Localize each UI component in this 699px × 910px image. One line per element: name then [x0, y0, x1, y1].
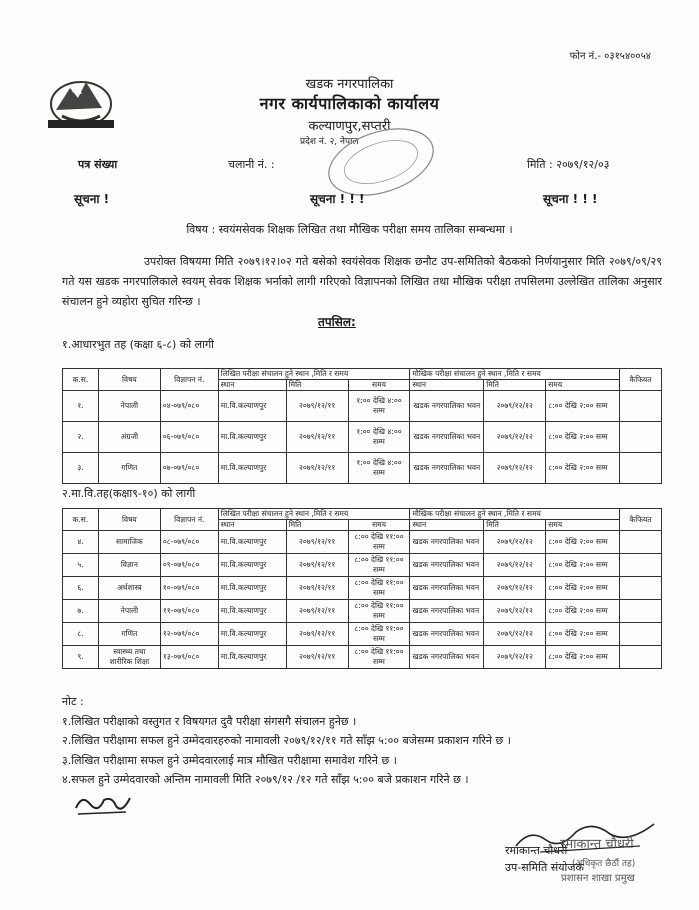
cell-written-date: २०७९/१२/११ — [286, 531, 348, 554]
cell-written-place: मा.वि.कल्याणपुर — [218, 623, 286, 646]
cell-sn: ८. — [63, 623, 99, 646]
cell-written-time: ८:०० देखि ११:०० सम्म — [348, 577, 410, 600]
header-date: मिति — [286, 520, 348, 531]
letter-date: मिति : २०७९/१२/०३ — [527, 158, 610, 171]
office-place: कल्याणपुर,सप्तरी — [308, 119, 391, 134]
header-date: मिति — [484, 380, 546, 391]
cell-oral-date: २०७९/१२/१२ — [484, 391, 546, 422]
header-time: समय — [546, 380, 620, 391]
header-oral-group: मौखिक परीक्षा संचालन हुने स्थान ,मिति र समय — [410, 509, 620, 520]
cell-written-place: मा.वि.कल्याणपुर — [218, 531, 286, 554]
cell-written-time: १:०० देखि ४:०० सम्म — [348, 453, 410, 484]
cell-sn: ९. — [63, 646, 99, 669]
cell-sn: ३. — [63, 453, 99, 484]
cell-subject: सामाजिक — [98, 531, 160, 554]
table-row — [63, 453, 662, 484]
chalani-number-label: चलानी नं. : — [228, 158, 275, 171]
office-title: नगर कार्यपालिकाको कार्यालय — [259, 94, 440, 113]
notice-heading: सूचना ! — [74, 192, 110, 206]
basic-level-schedule-table — [62, 368, 662, 484]
cell-oral-place: खडक नगरपालिका भवन — [410, 422, 484, 453]
cell-written-place: मा.वि.कल्याणपुर — [218, 577, 286, 600]
notice-heading: सूचना ! ! ! — [543, 192, 598, 206]
cell-oral-date: २०७९/१२/१२ — [484, 577, 546, 600]
cell-written-place: मा.वि.कल्याणपुर — [218, 554, 286, 577]
cell-oral-time: ८:०० देखि २:०० सम्म — [546, 453, 620, 484]
header-remarks: कैफियत — [620, 369, 662, 391]
note-item: १.लिखित परीक्षाको वस्तुगत र विषयगत दुवै परीक्षा संगसगै संचालन हुनेछ । — [62, 714, 357, 728]
cell-written-time: ८:०० देखि ११:०० सम्म — [348, 554, 410, 577]
cell-written-date: २०७९/१२/११ — [286, 646, 348, 669]
cell-ad-no: १२-०७९/०८० — [160, 623, 218, 646]
notes-title: नोट : — [62, 695, 84, 708]
cell-subject: गणित — [98, 623, 160, 646]
cell-remarks — [620, 422, 662, 453]
cell-oral-date: २०७९/१२/१२ — [484, 600, 546, 623]
header-ad-no: विज्ञापन नं. — [160, 369, 218, 391]
cell-ad-no: ०४-०७९/०८० — [160, 391, 218, 422]
handwritten-initial-signature — [72, 788, 134, 818]
cell-oral-place: खडक नगरपालिका भवन — [410, 623, 484, 646]
cell-written-time: ८:०० देखि ११:०० सम्म — [348, 600, 410, 623]
cell-remarks — [620, 600, 662, 623]
cell-oral-date: २०७९/१२/१२ — [484, 453, 546, 484]
header-ad-no: विज्ञापन नं. — [160, 509, 218, 531]
cell-remarks — [620, 531, 662, 554]
cell-written-date: २०७९/१२/११ — [286, 422, 348, 453]
table-header-row — [63, 509, 662, 520]
cell-oral-place: खडक नगरपालिका भवन — [410, 646, 484, 669]
cell-written-place: मा.वि.कल्याणपुर — [218, 422, 286, 453]
cell-sn: ७. — [63, 600, 99, 623]
section-title-secondary: २.मा.वि.तह(कक्षा९-१०) को लागी — [62, 487, 196, 500]
cell-ad-no: ०८-०७९/०८० — [160, 531, 218, 554]
officer-stamp-title: प्रशासन शाखा प्रमुख — [561, 873, 635, 884]
header-written-group: लिखित परीक्षा संचालन हुने स्थान ,मिति र समय — [218, 509, 410, 520]
note-item: ३.लिखित परीक्षामा सफल हुने उम्मेदवारलाई मात्र मौखित परीक्षामा समावेश गरिने छ । — [62, 753, 397, 767]
cell-written-date: २०७९/१२/११ — [286, 600, 348, 623]
cell-oral-time: ८:०० देखि २:०० सम्म — [546, 623, 620, 646]
cell-oral-time: ८:०० देखि २:०० सम्म — [546, 554, 620, 577]
signatory-title: उप-समिति संयोजक — [505, 861, 584, 874]
header-remarks: कैफियत — [620, 509, 662, 531]
cell-ad-no: ०६-०७९/०८० — [160, 422, 218, 453]
cell-written-time: ८:०० देखि ११:०० सम्म — [348, 623, 410, 646]
official-stamp-seal — [322, 128, 440, 196]
officer-stamp-name: रमाकान्त चौधरी — [560, 837, 634, 852]
cell-sn: २. — [63, 422, 99, 453]
cell-ad-no: १३-०७९/०८० — [160, 646, 218, 669]
cell-sn: ६. — [63, 577, 99, 600]
cell-sn: ५. — [63, 554, 99, 577]
table-row — [63, 577, 662, 600]
section-title-basic: १.आधारभुत तह (कक्षा ६-८) को लागी — [62, 338, 214, 351]
cell-oral-date: २०७९/१२/१२ — [484, 422, 546, 453]
cell-remarks — [620, 646, 662, 669]
cell-oral-date: २०७९/१२/१२ — [484, 531, 546, 554]
table-row — [63, 623, 662, 646]
subject-line: विषय : स्वयंमसेवक शिक्षक लिखित तथा मौखिक परीक्षा समय तालिका सम्बन्धमा । — [186, 223, 513, 236]
cell-sn: ४. — [63, 531, 99, 554]
table-row — [63, 554, 662, 577]
cell-oral-date: २०७९/१२/१२ — [484, 554, 546, 577]
header-subject: विषय — [98, 509, 160, 531]
office-name: खडक नगरपालिका — [305, 77, 394, 92]
cell-written-time: ८:०० देखि ११:०० सम्म — [348, 531, 410, 554]
table-row — [63, 422, 662, 453]
table-row — [63, 391, 662, 422]
cell-oral-time: ८:०० देखि २:०० सम्म — [546, 577, 620, 600]
table-header-row — [63, 369, 662, 380]
cell-oral-time: ८:०० देखि २:०० सम्म — [546, 422, 620, 453]
note-item: २.लिखित परीक्षामा सफल हुने उम्मेदवारहरुको नामावली २०७९/१२/११ गते साँझ ५:०० बजेसम्म प्रकाशन गरिने छ । — [62, 734, 511, 747]
table-row — [63, 531, 662, 554]
cell-written-date: २०७९/१२/११ — [286, 453, 348, 484]
header-place: स्थान — [410, 380, 484, 391]
cell-ad-no: ०७-०७९/०८० — [160, 453, 218, 484]
header-sn: क.स. — [63, 509, 99, 531]
cell-written-place: मा.वि.कल्याणपुर — [218, 391, 286, 422]
header-time: समय — [546, 520, 620, 531]
cell-written-date: २०७९/१२/११ — [286, 623, 348, 646]
cell-written-time: १:०० देखि ४:०० सम्म — [348, 422, 410, 453]
cell-oral-date: २०७९/१२/१२ — [484, 646, 546, 669]
cell-remarks — [620, 554, 662, 577]
cell-oral-place: खडक नगरपालिका भवन — [410, 600, 484, 623]
cell-written-place: मा.वि.कल्याणपुर — [218, 453, 286, 484]
cell-oral-time: ८:०० देखि २:०० सम्म — [546, 646, 620, 669]
cell-written-date: २०७९/१२/११ — [286, 391, 348, 422]
cell-oral-place: खडक नगरपालिका भवन — [410, 531, 484, 554]
cell-ad-no: ११-०७९/०८० — [160, 600, 218, 623]
header-written-group: लिखित परीक्षा संचालन हुने स्थान ,मिति र समय — [218, 369, 410, 380]
header-sn: क.स. — [63, 369, 99, 391]
cell-subject: नेपाली — [98, 600, 160, 623]
cell-written-place: मा.वि.कल्याणपुर — [218, 646, 286, 669]
cell-ad-no: १०-०७९/०८० — [160, 577, 218, 600]
header-date: मिति — [484, 520, 546, 531]
details-heading: तपसिल: — [318, 315, 356, 329]
cell-subject: अर्थशास्त्र — [98, 577, 160, 600]
cell-sn: १. — [63, 391, 99, 422]
header-oral-group: मौखिक परीक्षा संचालन हुने स्थान ,मिति र समय — [410, 369, 620, 380]
cell-written-date: २०७९/१२/११ — [286, 577, 348, 600]
cell-oral-time: ८:०० देखि २:०० सम्म — [546, 531, 620, 554]
cell-written-place: मा.वि.कल्याणपुर — [218, 600, 286, 623]
cell-written-date: २०७९/१२/११ — [286, 554, 348, 577]
header-date: मिति — [286, 380, 348, 391]
table-row — [63, 600, 662, 623]
table-row — [63, 646, 662, 669]
cell-subject: विज्ञान — [98, 554, 160, 577]
province-label: प्रदेश नं. २, नेपाल — [300, 137, 359, 147]
cell-ad-no: ०९-०७९/०८० — [160, 554, 218, 577]
cell-remarks — [620, 391, 662, 422]
officer-stamp-rank: (अधिकृत छैठौं तह) — [572, 859, 636, 869]
cell-remarks — [620, 577, 662, 600]
header-place: स्थान — [410, 520, 484, 531]
cell-oral-place: खडक नगरपालिका भवन — [410, 577, 484, 600]
cell-written-time: १:०० देखि ४:०० सम्म — [348, 391, 410, 422]
cell-subject: गणित — [98, 453, 160, 484]
signatory-name: रमाकान्त चौधरी — [505, 844, 568, 857]
cell-subject: अंग्रजी — [98, 422, 160, 453]
cell-oral-date: २०७९/१२/१२ — [484, 623, 546, 646]
secondary-level-schedule-table — [62, 508, 662, 669]
cell-remarks — [620, 623, 662, 646]
cell-remarks — [620, 453, 662, 484]
cell-oral-time: ८:०० देखि २:०० सम्म — [546, 391, 620, 422]
header-time: समय — [348, 380, 410, 391]
notes-section — [62, 692, 511, 790]
cell-subject: नेपाली — [98, 391, 160, 422]
cell-oral-place: खडक नगरपालिका भवन — [410, 391, 484, 422]
cell-oral-place: खडक नगरपालिका भवन — [410, 554, 484, 577]
cell-subject: स्वास्थ्य तथा शारीरिक शिक्षा — [98, 646, 160, 669]
body-paragraph: उपरोक्त विषयमा मिति २०७९।१२।०२ गते बसेको स्वयंसेवक शिक्षक छनौट उप-समितिको बैठकको निर्णयानुसार मिति २०७९/०९/२९ गते यस खडक नगरपालिकाले स्वयम् सेवक शिक्षक भर्नाको लागी गरिएको विज्ञापनको लिखित तथा मौखिक परीक्षा तपसिलमा उल्लेखित तालिका अनुसार संचालन हुने व्यहोरा सुचित गरिन्छ । — [62, 255, 662, 308]
header-place: स्थान — [218, 380, 286, 391]
notice-heading: सूचना ! ! ! — [310, 192, 365, 206]
cell-oral-place: खडक नगरपालिका भवन — [410, 453, 484, 484]
reference-number-label: पत्र संख्या — [78, 158, 118, 171]
header-subject: विषय — [98, 369, 160, 391]
note-item: ४.सफल हुने उम्मेदवारको अन्तिम नामावली मिति २०७९/१२ /१२ गते साँझ ५:०० बजे प्रकाशन गरिने छ । — [62, 773, 469, 786]
header-place: स्थान — [218, 520, 286, 531]
cell-written-time: ८:०० देखि ११:०० सम्म — [348, 646, 410, 669]
header-time: समय — [348, 520, 410, 531]
cell-oral-time: ८:०० देखि २:०० सम्म — [546, 600, 620, 623]
phone-number: फोन नं.- ०३१५४००५४ — [569, 51, 651, 62]
